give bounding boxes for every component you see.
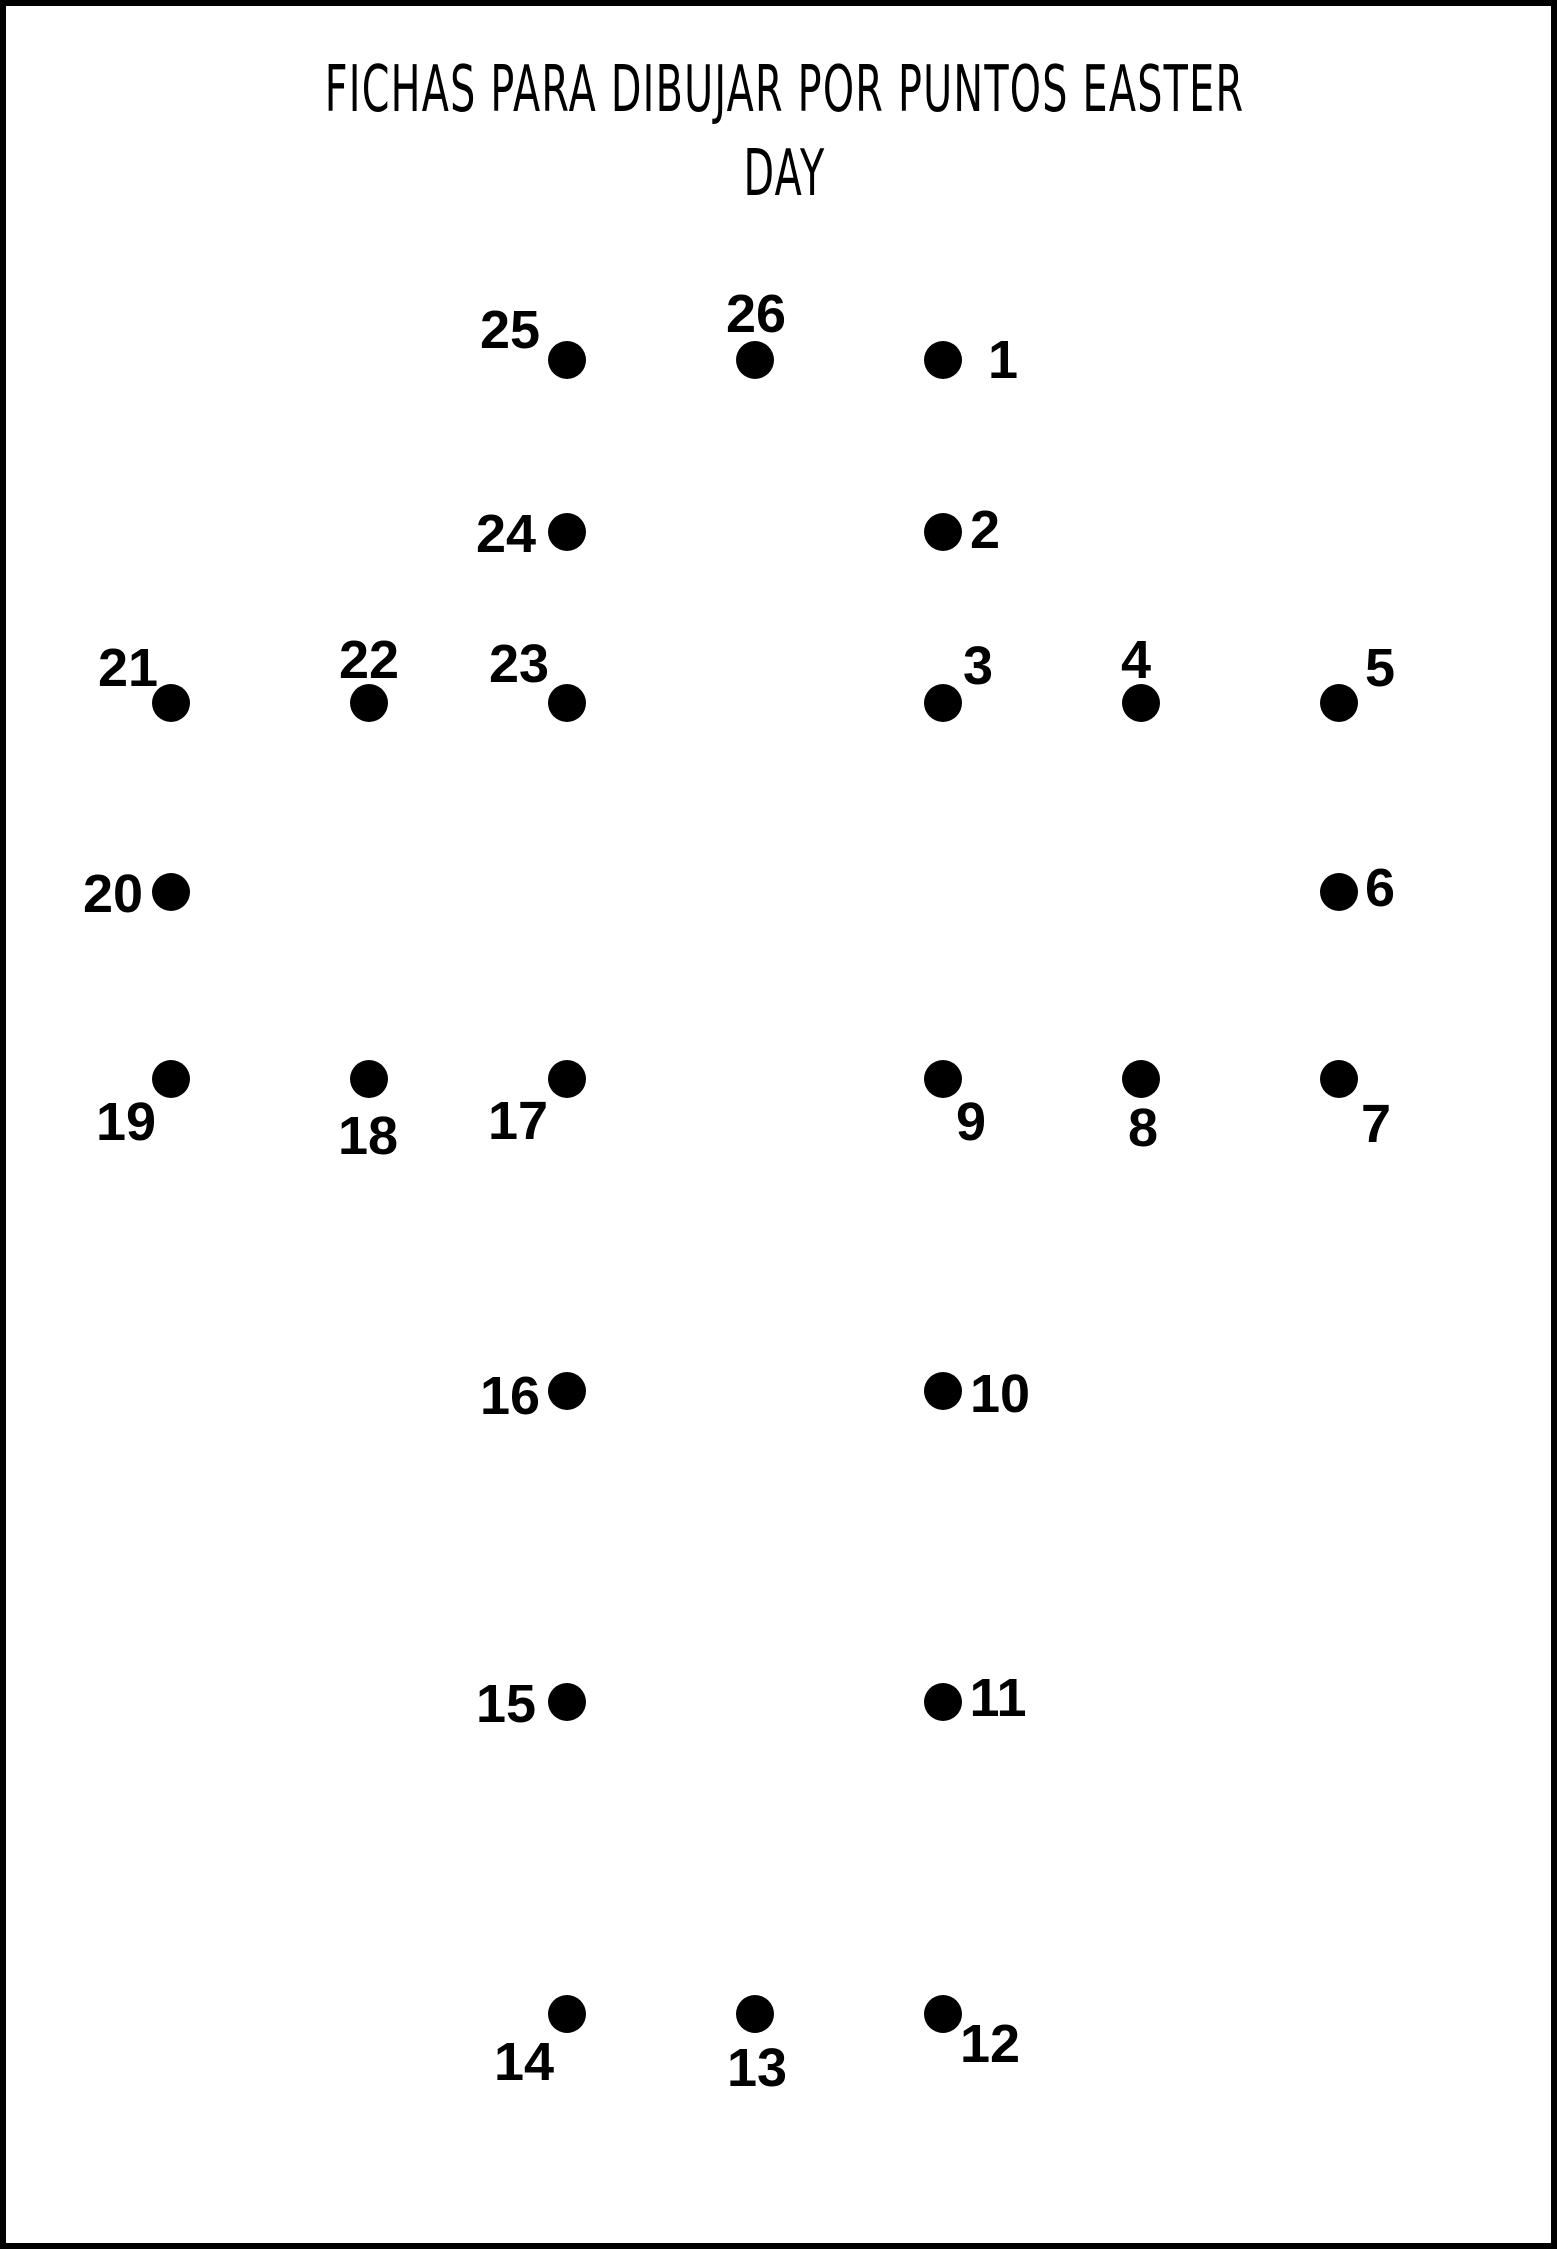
dot-marker	[548, 513, 586, 551]
dot-number-label: 2	[969, 500, 1001, 560]
dot-15	[476, 1674, 586, 1734]
dot-marker	[924, 1372, 962, 1410]
dot-number-label: 5	[1364, 638, 1396, 698]
dot-7	[1320, 1060, 1391, 1154]
dot-4	[1121, 630, 1160, 722]
dot-marker	[1122, 1060, 1160, 1098]
dot-number-label: 4	[1120, 630, 1152, 690]
dot-18	[338, 1060, 398, 1166]
dot-marker	[1320, 1060, 1358, 1098]
dot-number-label: 18	[337, 1106, 399, 1166]
dot-26	[726, 284, 786, 379]
dot-6	[1320, 858, 1395, 918]
dot-9	[924, 1060, 986, 1152]
dot-number-label: 1	[987, 330, 1019, 390]
dot-number-label: 10	[969, 1364, 1031, 1424]
dot-number-label: 16	[479, 1366, 541, 1426]
page-title: FICHAS PARA DIBUJAR POR PUNTOS EASTER DAY	[324, 53, 1245, 211]
dot-number-label: 14	[493, 2032, 555, 2092]
dot-11	[924, 1668, 1027, 1728]
dot-12	[924, 1995, 1020, 2074]
dot-marker	[152, 873, 190, 911]
dot-number-label: 9	[955, 1092, 987, 1152]
dot-number-label: 11	[969, 1668, 1027, 1728]
dot-10	[924, 1364, 1030, 1424]
dot-3	[924, 636, 993, 722]
dot-number-label: 12	[959, 2014, 1021, 2074]
dot-marker	[548, 1995, 586, 2033]
dot-number-label: 3	[962, 636, 994, 696]
dot-number-label: 21	[97, 638, 159, 698]
dot-number-label: 15	[475, 1674, 537, 1734]
dot-marker	[548, 1683, 586, 1721]
dot-number-label: 20	[82, 864, 144, 924]
dot-20	[83, 864, 190, 924]
dot-marker	[924, 1683, 962, 1721]
dot-1	[924, 330, 1018, 390]
dot-14	[494, 1995, 586, 2092]
dot-number-label: 8	[1127, 1098, 1159, 1158]
dot-13	[727, 1995, 787, 2098]
dot-17	[488, 1060, 586, 1151]
dot-marker	[924, 684, 962, 722]
dot-marker	[152, 1060, 190, 1098]
dot-marker	[548, 684, 586, 722]
dot-2	[924, 500, 1000, 560]
dot-8	[1122, 1060, 1160, 1158]
dot-marker	[1320, 684, 1358, 722]
dot-marker	[736, 1995, 774, 2033]
dot-number-label: 7	[1360, 1094, 1392, 1154]
dot-25	[480, 300, 586, 379]
dot-22	[339, 630, 399, 722]
dot-24	[476, 504, 586, 564]
dot-marker	[924, 513, 962, 551]
dot-marker	[924, 341, 962, 379]
dot-21	[98, 638, 190, 722]
dot-number-label: 24	[475, 504, 537, 564]
dot-marker	[548, 1060, 586, 1098]
dot-number-label: 23	[488, 634, 550, 694]
dot-marker	[736, 341, 774, 379]
dot-marker	[1320, 873, 1358, 911]
dot-marker	[548, 1372, 586, 1410]
dot-number-label: 19	[95, 1092, 157, 1152]
dot-marker	[924, 1995, 962, 2033]
dot-number-label: 22	[338, 630, 400, 690]
dot-23	[489, 634, 586, 722]
dot-marker	[548, 341, 586, 379]
dot-number-label: 26	[725, 284, 787, 344]
dot-19	[96, 1060, 190, 1152]
dot-number-label: 6	[1364, 858, 1396, 918]
dot-number-label: 25	[479, 300, 541, 360]
dot-marker	[350, 1060, 388, 1098]
dot-number-label: 17	[487, 1091, 549, 1151]
dot-5	[1320, 638, 1395, 722]
dot-16	[480, 1366, 586, 1426]
dot-number-label: 13	[726, 2038, 788, 2098]
